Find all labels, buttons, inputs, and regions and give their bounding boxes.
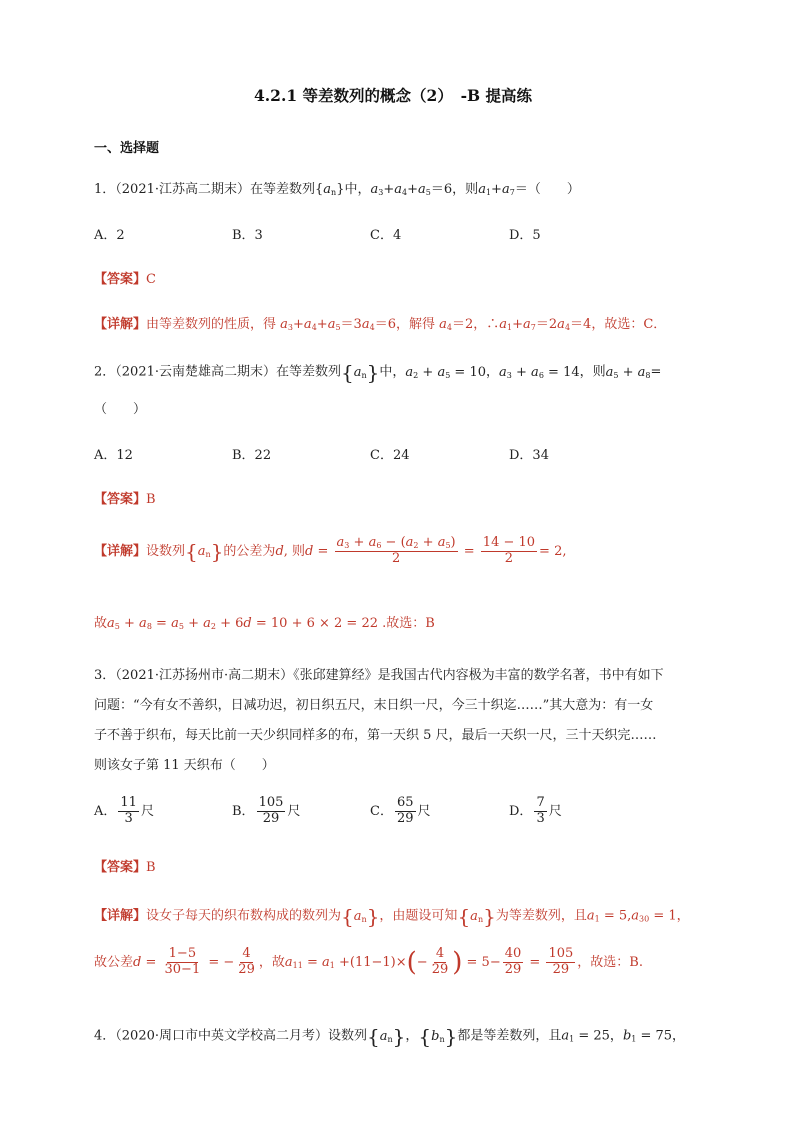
question-2-paren: （ ） xyxy=(94,402,147,417)
math-expr: $a_5 + a_8 = a_5 + a_2 + 6d$ xyxy=(107,616,252,631)
math-expr: $a_2 + a_5 = 10$ xyxy=(405,364,486,380)
math-seq-an: $\{a_n\}$ xyxy=(315,182,345,197)
question-3-line2: 问题：“今有女不善织，日减功迟，初日织五尺，末日织一尺，今三十织迄……”其大意为：有一女 xyxy=(94,698,654,713)
q3-detail: 【详解】设女子每天的织布数构成的数列为$\{a_n\}$，由题设可知$\{a_n\}$为等差数列，且$a_1 = 5,a_{30} = 1$， xyxy=(94,904,690,928)
math-expr: $a_3 + a_6 = 14$ xyxy=(499,364,580,380)
page-title: 4.2.1 等差数列的概念（2） -B 提高练 xyxy=(254,86,533,105)
math-expr: $a_1+a_7=2a_4=4$ xyxy=(499,317,592,332)
q3-option-d[interactable]: D． $\frac{7}{3}$ 尺 xyxy=(509,795,562,826)
question-3-line3: 子不善于织布，每天比前一天少织同样多的布，第一天织 5 尺，最后一天织一尺，三十天织完…… xyxy=(94,728,657,743)
math-expr: $a_3+a_4+a_5=3a_4=6$ xyxy=(280,317,396,332)
q2-option-b[interactable]: B．22 xyxy=(232,448,272,463)
question-1: 1．（2021·江苏高二期末）在等差数列$\{a_n\}$中，$a_3+a_4+a_5=6$，则$a_1+a_7=$（ ） xyxy=(94,182,580,197)
q3-option-b[interactable]: B． $\frac{105}{29}$ 尺 xyxy=(232,795,301,826)
math-expr: $a_3+a_4+a_5=6$ xyxy=(370,182,453,197)
math-expr: $a_5 + a_8$ xyxy=(605,364,651,380)
q1-option-a[interactable]: A．2 xyxy=(94,228,125,243)
section-heading: 一、选择题 xyxy=(94,141,160,156)
math-seq-an: $\{a_n\}$ xyxy=(185,539,224,564)
q2-detail-line2: 故$a_5 + a_8 = a_5 + a_2 + 6d = 10 + 6 \times 2 = 22$ .故选：B xyxy=(94,616,435,631)
math-seq-an: $\{a_n\}$ xyxy=(367,1024,406,1048)
q2-answer: 【答案】B xyxy=(94,492,156,507)
q2-detail: 【详解】设数列$\{a_n\}$的公差为d, 则d = $\frac{a_3 + a_6 - (a_2 + a_5)}{2}$ = $\frac{14 - 10}{2}$ = 2, xyxy=(94,535,567,566)
math-seq-an: $\{a_n\}$ xyxy=(341,360,380,384)
q2-option-d[interactable]: D．34 xyxy=(509,448,549,463)
math-fraction: $\frac{14 - 10}{2}$ xyxy=(482,535,536,566)
question-4: 4．（2020·周口市中英文学校高二月考）设数列$\{a_n\}$，$\{b_n\}$都是等差数列，且$a_1 = 25$，$b_1 = 75$， xyxy=(94,1024,686,1048)
question-2: 2．（2021·云南楚雄高二期末）在等差数列$\{a_n\}$中，$a_2 + a_5 = 10$，$a_3 + a_6 = 14$，则$a_5 + a_8=$ xyxy=(94,360,662,384)
math-seq-an: $\{a_n\}$ xyxy=(341,904,380,928)
q3-option-c[interactable]: C． $\frac{65}{29}$ 尺 xyxy=(370,795,431,826)
q3-detail-line2: 故公差d = $\frac{1-5}{30-1}$ = − $\frac{4}{29}$ ，故$a_{11} = a_1 +(11-1)\times(-$ $\frac{4}{29}$ ) = 5− $\frac{40}{29}$ = $\frac{105}{29}$ ，故选：B. xyxy=(94,946,643,978)
q1-answer: 【答案】C xyxy=(94,272,156,287)
q1-option-d[interactable]: D．5 xyxy=(509,228,541,243)
math-expr: $a_1+a_7$ xyxy=(478,182,515,197)
q1-option-c[interactable]: C．4 xyxy=(370,228,402,243)
math-seq-an: $\{a_n\}$ xyxy=(457,904,496,928)
q2-option-a[interactable]: A．12 xyxy=(94,448,133,463)
question-3-line4: 则该女子第 11 天织布（ ） xyxy=(94,758,275,773)
q3-option-a[interactable]: A． $\frac{11}{3}$ 尺 xyxy=(94,795,154,826)
math-fraction: $\frac{a_3 + a_6 - (a_2 + a_5)}{2}$ xyxy=(336,535,456,566)
q2-option-c[interactable]: C．24 xyxy=(370,448,410,463)
q3-answer: 【答案】B xyxy=(94,860,156,875)
q1-option-b[interactable]: B．3 xyxy=(232,228,263,243)
question-3-line1: 3．（2021·江苏扬州市·高二期末）《张邱建算经》是我国古代内容极为丰富的数学名著，书中有如下 xyxy=(94,668,664,683)
math-seq-bn: $\{b_n\}$ xyxy=(418,1024,458,1048)
q1-detail: 【详解】由等差数列的性质，得 $a_3+a_4+a_5=3a_4=6$，解得 $a_4=2$，$\therefore a_1+a_7=2a_4=4$，故选：C． xyxy=(94,317,667,332)
math-expr: $a_4=2$ xyxy=(439,317,474,332)
